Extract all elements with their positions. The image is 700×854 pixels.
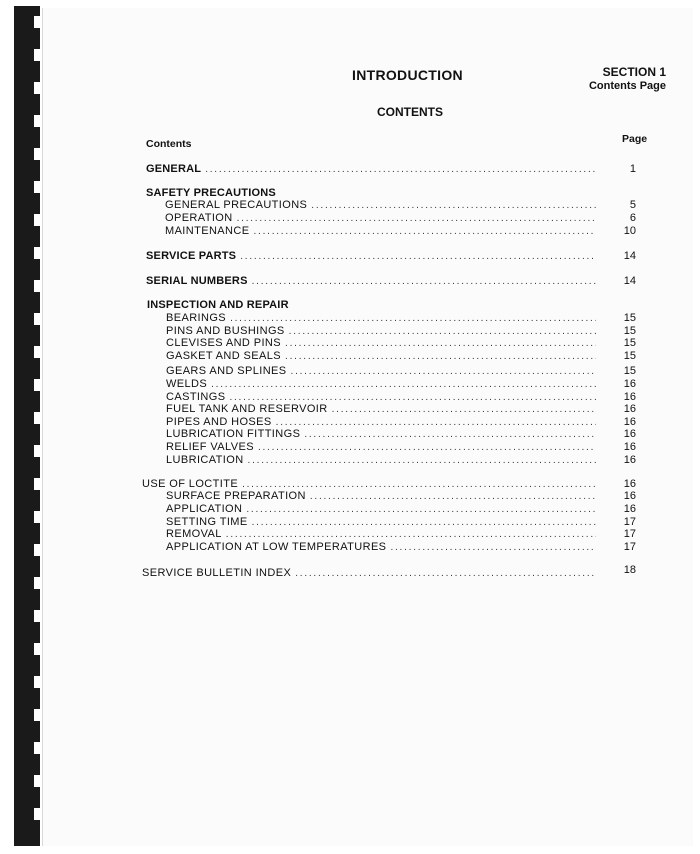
toc-subentry [166,490,600,503]
toc-subentry [166,516,600,529]
toc-subentry-label: BEARINGS [166,312,227,324]
toc-subentry-page: 16 [623,428,636,441]
toc-subentry [165,225,600,238]
toc-subentry [166,416,600,429]
toc-entry-label: USE OF LOCTITE [142,478,239,490]
dot-leader [237,212,596,225]
toc-subentry-page: 16 [623,390,636,403]
toc-subentry-label: SURFACE PREPARATION [166,490,306,502]
section-subtitle: Contents Page [588,80,666,92]
toc-subentry-page: 15 [623,365,636,378]
toc-entry-service-parts [146,250,600,263]
dot-leader [211,378,596,391]
toc-subentry [166,454,600,467]
toc-subentry-page: 6 [629,211,636,224]
toc-subentry-page: 16 [623,403,636,416]
toc-subentry-label: FUEL TANK AND RESERVOIR [166,403,328,416]
toc-subentry-label: SETTING TIME [166,515,248,528]
toc-subentry-page: 17 [623,528,636,541]
dot-leader [295,567,596,580]
toc-subentry [165,199,600,212]
toc-subentry-label: MAINTENANCE [165,224,250,237]
toc-entry-serial-numbers [146,275,600,288]
toc-subentry [166,365,600,378]
toc-subentry-page: 16 [623,378,636,390]
toc-subentry-page: 16 [623,453,636,466]
toc-subentry-label: GASKET AND SEALS [166,349,282,362]
toc-subentry-page: 15 [623,324,636,337]
dot-leader [311,199,596,212]
toc-subentry [166,350,600,363]
toc-subentry-page: 5 [629,199,636,211]
toc-entry-label: SERIAL NUMBERS [146,275,248,287]
toc-subentry-label: RELIEF VALVES [166,441,254,453]
toc-subentry [166,337,600,350]
toc-subentry-page: 17 [623,515,636,528]
toc-subentry-label: PINS AND BUSHINGS [166,324,285,337]
dot-leader [276,416,596,429]
toc-subentry-label: APPLICATION AT LOW TEMPERATURES [166,541,387,554]
toc-entry-page: 18 [623,564,636,576]
dot-leader [289,325,596,338]
toc-subentry [166,312,600,325]
toc-subentry-label: CASTINGS [166,390,226,403]
contents-column-header: Contents [146,138,192,150]
toc-entry-page: 1 [629,163,636,175]
toc-subentry-label: REMOVAL [166,528,222,541]
dot-leader [258,441,596,454]
toc-subentry-label: GEARS AND SPLINES [166,365,287,378]
toc-subentry-page: 16 [623,441,636,453]
page-column-header: Page [622,133,648,145]
toc-entry-page: 14 [623,275,636,287]
toc-subentry [166,441,600,454]
toc-subentry [166,378,600,391]
toc-subentry [166,325,600,338]
dot-leader [252,516,596,529]
toc-group-heading: SAFETY PRECAUTIONS [146,187,276,199]
toc-subentry-label: GENERAL PRECAUTIONS [165,199,308,211]
toc-entry-page: 14 [623,250,636,262]
dot-leader [248,454,596,467]
dot-leader [229,391,596,404]
dot-leader [291,365,596,378]
dot-leader [332,403,596,416]
toc-subentry-page: 15 [623,312,636,324]
toc-subentry-page: 16 [623,490,636,502]
section-number: SECTION 1 [602,65,666,79]
toc-subentry-page: 15 [623,349,636,362]
dot-leader [285,350,596,363]
toc-entry-label: SERVICE BULLETIN INDEX [142,567,292,579]
toc-subentry [166,528,600,541]
toc-entry-label: GENERAL [146,163,202,175]
toc-subentry-page: 17 [623,541,636,554]
toc-subentry-page: 10 [623,224,636,237]
toc-entry-general [146,163,600,176]
dot-leader [310,490,596,503]
toc-subentry-label: LUBRICATION FITTINGS [166,428,301,441]
toc-subentry [166,541,600,554]
dot-leader [205,163,596,176]
dot-leader [240,250,596,263]
toc-subentry [165,212,600,225]
dot-leader [230,312,596,325]
dot-leader [285,337,596,350]
toc-subentry [166,503,600,516]
toc-subentry-label: OPERATION [165,211,233,224]
toc-entry-label: SERVICE PARTS [146,250,237,262]
toc-subentry-label: LUBRICATION [166,453,244,466]
contents-heading: CONTENTS [377,105,443,119]
toc-subentry-page: 16 [623,502,636,515]
toc-subentry-label: WELDS [166,378,208,390]
toc-subentry-label: CLEVISES AND PINS [166,337,282,350]
toc-subentry-page: 16 [623,415,636,428]
toc-subentry-page: 15 [623,337,636,350]
dot-leader [252,275,596,288]
toc-subentry-label: PIPES AND HOSES [166,415,272,428]
toc-subentry [166,428,600,441]
dot-leader [226,528,596,541]
toc-group-heading: INSPECTION AND REPAIR [147,299,289,311]
page-title: INTRODUCTION [352,67,463,83]
toc-subentry [166,403,600,416]
dot-leader [304,428,596,441]
toc-subentry [166,391,600,404]
dot-leader [390,541,596,554]
toc-entry-service-bulletin [142,567,600,580]
toc-entry-page: 16 [623,478,636,490]
dot-leader [246,503,596,516]
toc-subentry-label: APPLICATION [166,502,243,515]
dot-leader [253,225,596,238]
